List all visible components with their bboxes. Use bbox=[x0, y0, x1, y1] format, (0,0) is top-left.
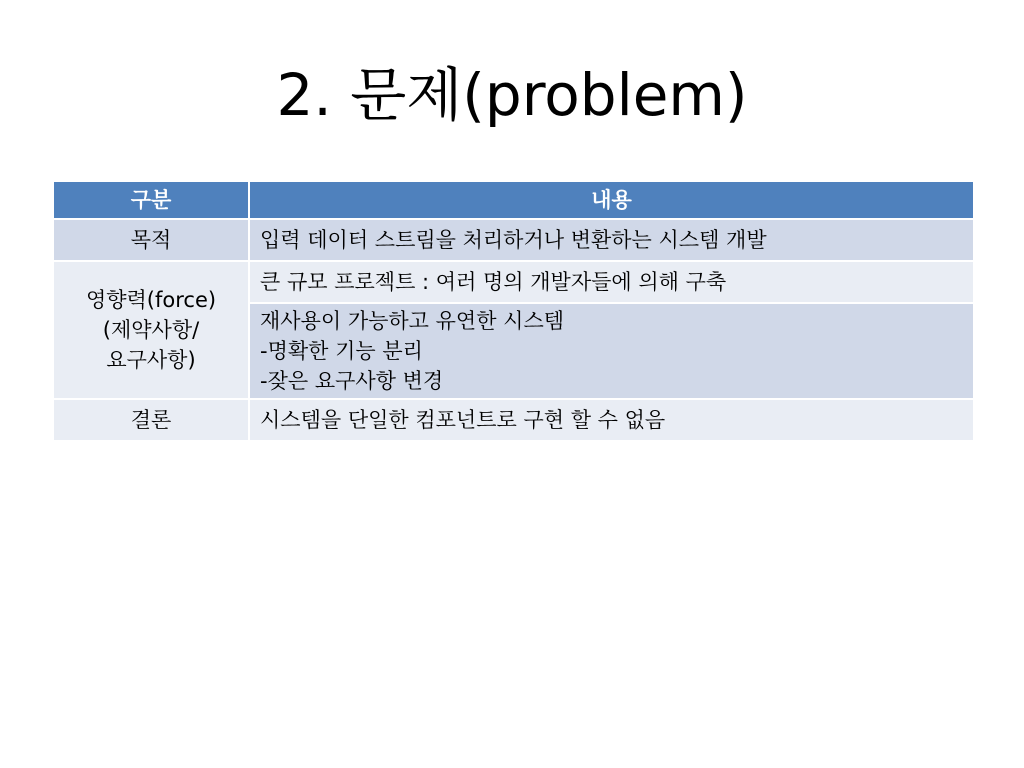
force-value-2-line-3: -잦은 요구사항 변경 bbox=[260, 369, 444, 393]
table-row-force-1 bbox=[53, 261, 974, 303]
slide-title: 2. 문제(problem) bbox=[276, 61, 748, 129]
header-content: 내용 bbox=[249, 181, 974, 219]
force-value-1: 큰 규모 프로젝트 : 여러 명의 개발자들에 의해 구축 bbox=[249, 261, 974, 303]
header-category: 구분 bbox=[53, 181, 249, 219]
force-key-line-3: 요구사항) bbox=[106, 348, 196, 372]
force-value-2 bbox=[249, 303, 974, 399]
conclusion-value: 시스템을 단일한 컴포넌트로 구현 할 수 없음 bbox=[249, 399, 974, 441]
force-key-line-1: 영향력(force) bbox=[85, 288, 217, 312]
table-row-conclusion bbox=[53, 399, 974, 441]
purpose-value: 입력 데이터 스트림을 처리하거나 변환하는 시스템 개발 bbox=[249, 219, 974, 261]
problem-table bbox=[52, 180, 975, 442]
force-key-line-2: (제약사항/ bbox=[102, 318, 200, 342]
force-key bbox=[53, 261, 249, 399]
purpose-key: 목적 bbox=[53, 219, 249, 261]
table-row-purpose bbox=[53, 219, 974, 261]
force-value-2-line-1: 재사용이 가능하고 유연한 시스템 bbox=[260, 309, 565, 333]
force-value-2-line-2: -명확한 기능 분리 bbox=[260, 339, 423, 363]
problem-table-container bbox=[52, 180, 973, 442]
conclusion-key: 결론 bbox=[53, 399, 249, 441]
table-header-row bbox=[53, 181, 974, 219]
